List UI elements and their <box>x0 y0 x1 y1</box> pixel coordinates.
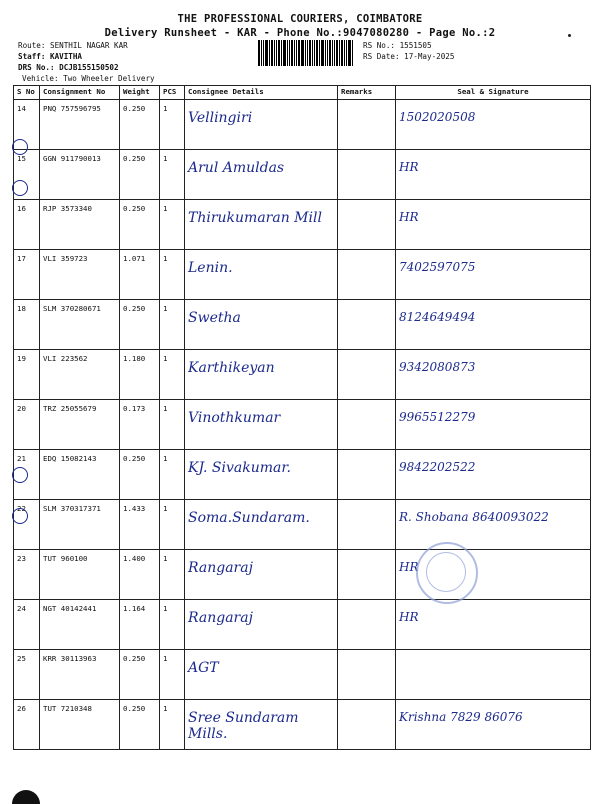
meta-left <box>18 40 155 84</box>
cell-consignee: Karthikeyan <box>185 350 338 400</box>
cell-sno: 22 <box>14 500 40 550</box>
cell-consignee: Soma.Sundaram. <box>185 500 338 550</box>
cell-consignment-no: PNQ 757596795 <box>40 100 120 150</box>
cell-consignee: Thirukumaran Mill <box>185 200 338 250</box>
table-header-row <box>14 86 591 100</box>
header-pcs: PCS <box>160 86 185 100</box>
header-consignment: Consignment No <box>40 86 120 100</box>
cell-sno: 23 <box>14 550 40 600</box>
meta-right <box>363 40 454 62</box>
cell-signature: HR <box>396 550 591 600</box>
table-row <box>14 550 591 600</box>
cell-pcs: 1 <box>160 250 185 300</box>
cell-pcs: 1 <box>160 150 185 200</box>
table-row <box>14 100 591 150</box>
cell-weight: 1.433 <box>120 500 160 550</box>
cell-consignment-no: SLM 370280671 <box>40 300 120 350</box>
runsheet-table <box>13 85 591 750</box>
cell-weight: 0.250 <box>120 150 160 200</box>
cell-pcs: 1 <box>160 550 185 600</box>
cell-pcs: 1 <box>160 700 185 750</box>
table-row <box>14 650 591 700</box>
cell-pcs: 1 <box>160 350 185 400</box>
runsheet-subtitle: Delivery Runsheet - KAR - Phone No.:9047080280 - Page No.:2 <box>104 27 496 39</box>
cell-remarks <box>338 600 396 650</box>
header-seal-signature: Seal & Signature <box>396 86 591 100</box>
cell-pcs: 1 <box>160 650 185 700</box>
table-row <box>14 250 591 300</box>
cell-signature: 9342080873 <box>396 350 591 400</box>
table-row <box>14 300 591 350</box>
cell-signature: 1502020508 <box>396 100 591 150</box>
cell-weight: 0.250 <box>120 100 160 150</box>
cell-remarks <box>338 250 396 300</box>
cell-sno: 26 <box>14 700 40 750</box>
cell-sno: 21 <box>14 450 40 500</box>
header-weight: Weight <box>120 86 160 100</box>
cell-remarks <box>338 500 396 550</box>
cell-remarks <box>338 650 396 700</box>
table-row <box>14 450 591 500</box>
circle-mark <box>12 180 28 196</box>
header-sno: S No <box>14 86 40 100</box>
table-row <box>14 150 591 200</box>
cell-pcs: 1 <box>160 300 185 350</box>
cell-signature <box>396 650 591 700</box>
cell-weight: 0.173 <box>120 400 160 450</box>
cell-consignment-no: TUT 7210348 <box>40 700 120 750</box>
cell-weight: 1.180 <box>120 350 160 400</box>
cell-pcs: 1 <box>160 400 185 450</box>
cell-sno: 16 <box>14 200 40 250</box>
cell-consignment-no: VLI 223562 <box>40 350 120 400</box>
cell-signature: Krishna 7829 86076 <box>396 700 591 750</box>
cell-weight: 0.250 <box>120 300 160 350</box>
cell-weight: 1.400 <box>120 550 160 600</box>
cell-consignee: Swetha <box>185 300 338 350</box>
cell-pcs: 1 <box>160 100 185 150</box>
cell-signature: HR <box>396 150 591 200</box>
company-title: THE PROFESSIONAL COURIERS, COIMBATORE <box>177 13 423 25</box>
cell-remarks <box>338 700 396 750</box>
vehicle-text: Vehicle: Two Wheeler Delivery <box>22 74 155 83</box>
cell-weight: 0.250 <box>120 650 160 700</box>
cell-consignee: Lenin. <box>185 250 338 300</box>
cell-consignee: Sree Sundaram Mills. <box>185 700 338 750</box>
cell-consignment-no: SLM 370317371 <box>40 500 120 550</box>
cell-sno: 20 <box>14 400 40 450</box>
table-row <box>14 350 591 400</box>
cell-consignment-no: EDQ 15082143 <box>40 450 120 500</box>
cell-remarks <box>338 300 396 350</box>
cell-sno: 18 <box>14 300 40 350</box>
cell-pcs: 1 <box>160 600 185 650</box>
header-consignee: Consignee Details <box>185 86 338 100</box>
cell-signature: 8124649494 <box>396 300 591 350</box>
circle-mark <box>12 467 28 483</box>
cell-consignee: Vinothkumar <box>185 400 338 450</box>
table-row <box>14 400 591 450</box>
staff-text: Staff: KAVITHA <box>18 52 83 61</box>
cell-weight: 0.250 <box>120 450 160 500</box>
table-row <box>14 700 591 750</box>
cell-consignment-no: GGN 911790013 <box>40 150 120 200</box>
barcode <box>258 40 354 66</box>
cell-sno: 19 <box>14 350 40 400</box>
cell-weight: 0.250 <box>120 700 160 750</box>
route-text: Route: SENTHIL NAGAR KAR <box>18 41 128 50</box>
ink-dot <box>568 34 571 37</box>
cell-pcs: 1 <box>160 200 185 250</box>
cell-consignment-no: VLI 359723 <box>40 250 120 300</box>
cell-remarks <box>338 200 396 250</box>
cell-signature: 9965512279 <box>396 400 591 450</box>
cell-consignee: Vellingiri <box>185 100 338 150</box>
circle-mark <box>12 139 28 155</box>
cell-sno: 24 <box>14 600 40 650</box>
cell-sno: 17 <box>14 250 40 300</box>
table-row <box>14 600 591 650</box>
ink-blot <box>12 790 40 804</box>
cell-weight: 0.250 <box>120 200 160 250</box>
cell-consignment-no: TUT 960100 <box>40 550 120 600</box>
cell-pcs: 1 <box>160 500 185 550</box>
cell-sno: 15 <box>14 150 40 200</box>
cell-remarks <box>338 450 396 500</box>
cell-remarks <box>338 400 396 450</box>
cell-sno: 25 <box>14 650 40 700</box>
circle-mark <box>12 508 28 524</box>
cell-consignment-no: RJP 3573340 <box>40 200 120 250</box>
cell-consignee: KJ. Sivakumar. <box>185 450 338 500</box>
cell-weight: 1.071 <box>120 250 160 300</box>
table-row <box>14 500 591 550</box>
cell-remarks <box>338 150 396 200</box>
cell-weight: 1.164 <box>120 600 160 650</box>
round-seal-stamp <box>416 542 478 604</box>
drs-text: DRS No.: DCJB155150502 <box>18 63 119 72</box>
cell-signature: HR <box>396 200 591 250</box>
cell-pcs: 1 <box>160 450 185 500</box>
cell-signature: 7402597075 <box>396 250 591 300</box>
cell-signature: 9842202522 <box>396 450 591 500</box>
cell-consignee: Rangaraj <box>185 550 338 600</box>
cell-sno: 14 <box>14 100 40 150</box>
rs-no-text: RS No.: 1551505 <box>363 41 432 50</box>
cell-consignment-no: NGT 40142441 <box>40 600 120 650</box>
cell-remarks <box>338 100 396 150</box>
cell-consignee: AGT <box>185 650 338 700</box>
header-remarks: Remarks <box>338 86 396 100</box>
cell-signature: HR <box>396 600 591 650</box>
table-row <box>14 200 591 250</box>
rs-date-text: RS Date: 17-May-2025 <box>363 52 455 61</box>
cell-consignment-no: KRR 30113963 <box>40 650 120 700</box>
cell-remarks <box>338 350 396 400</box>
cell-remarks <box>338 550 396 600</box>
cell-consignment-no: TRZ 25055679 <box>40 400 120 450</box>
cell-consignee: Arul Amuldas <box>185 150 338 200</box>
cell-signature: R. Shobana 8640093022 <box>396 500 591 550</box>
cell-consignee: Rangaraj <box>185 600 338 650</box>
